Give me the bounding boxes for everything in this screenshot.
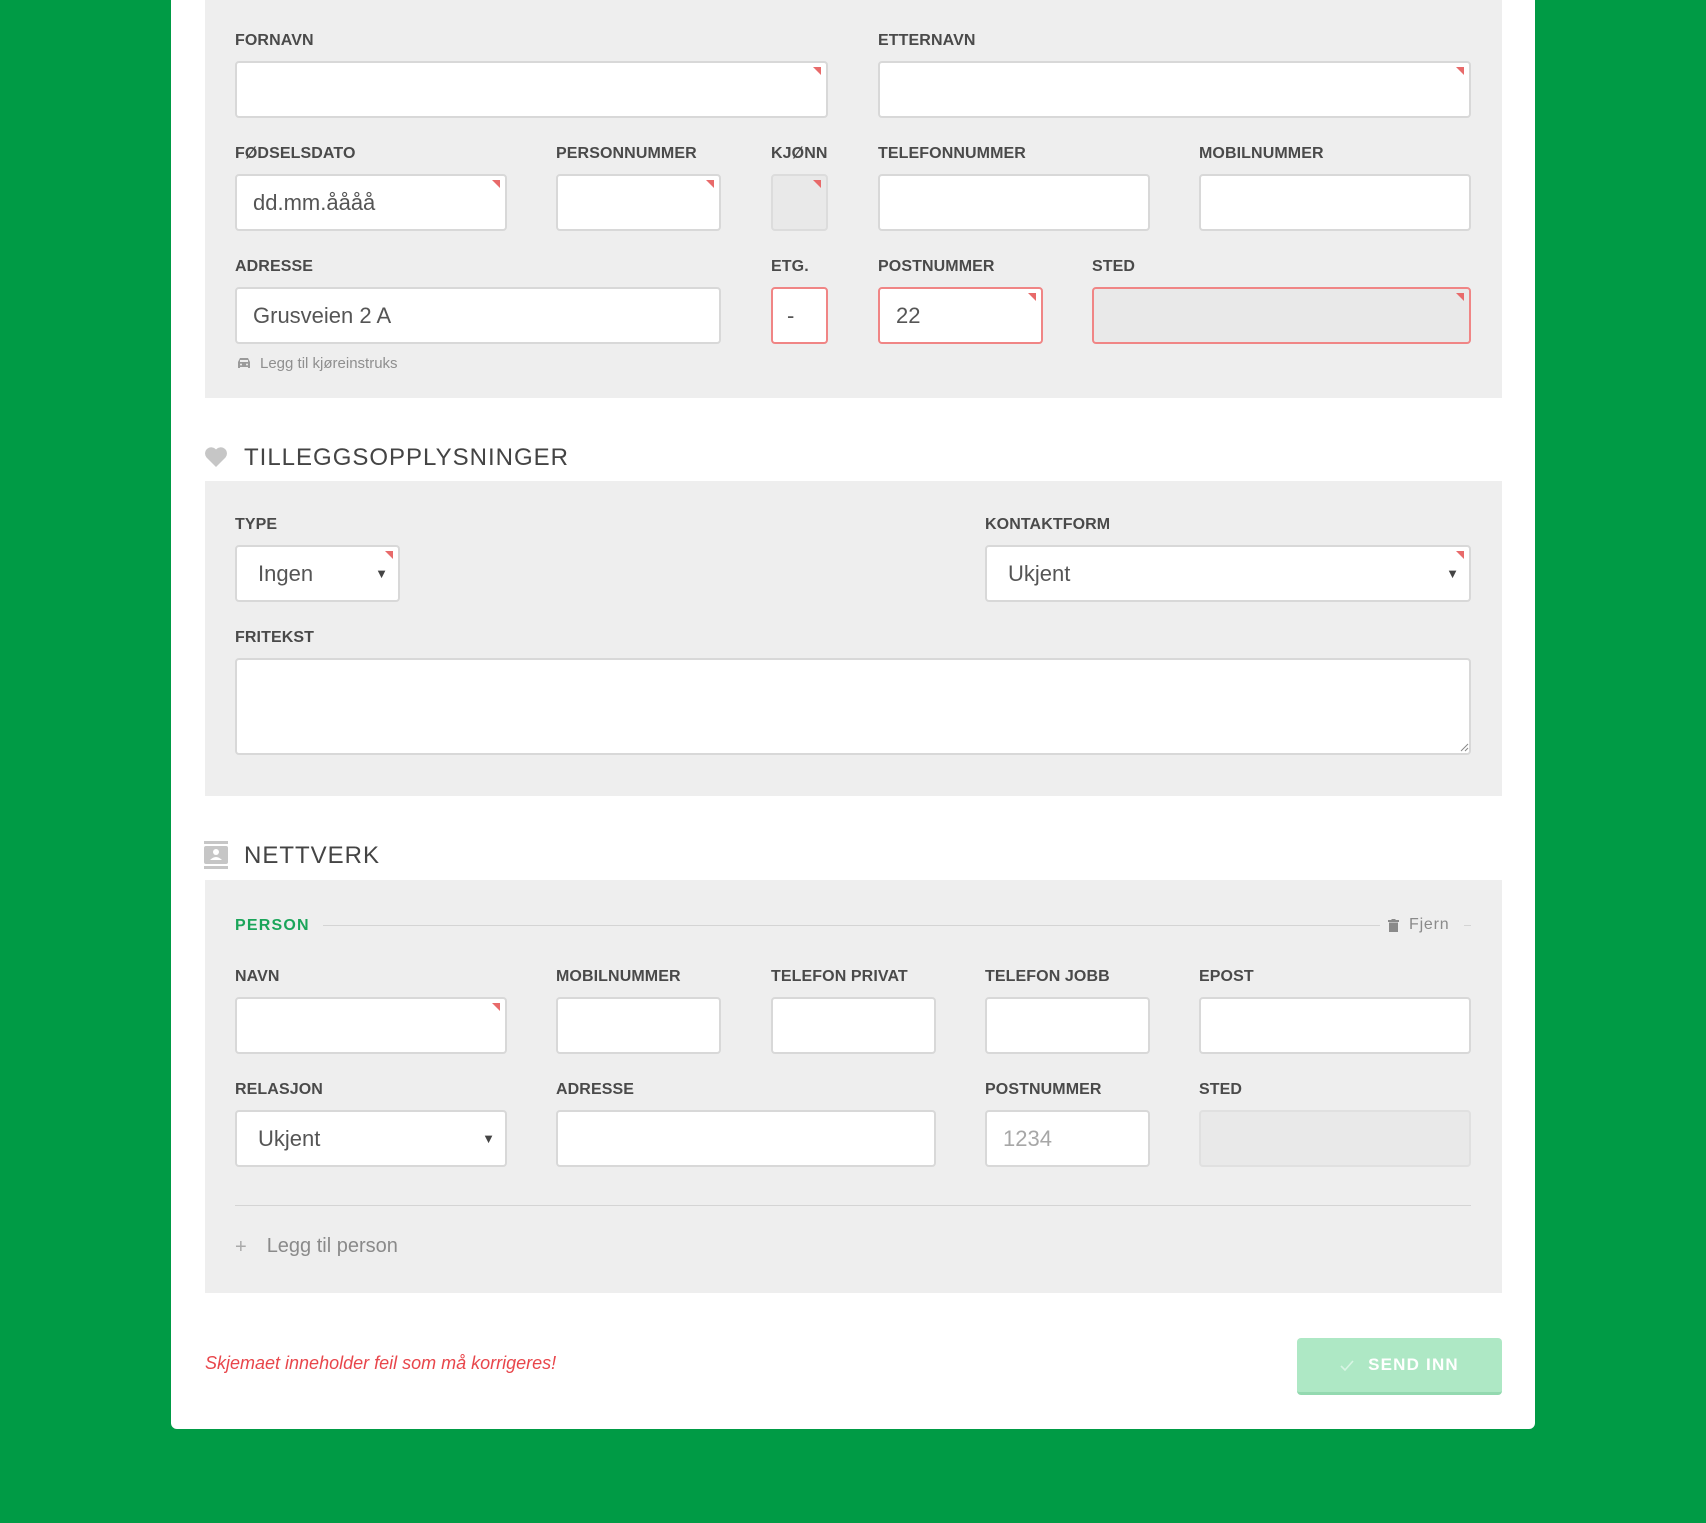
- fodselsdato-input[interactable]: dd.mm.åååå: [235, 174, 507, 231]
- resize-handle-icon[interactable]: [1460, 743, 1469, 752]
- fornavn-label: FORNAVN: [235, 32, 314, 49]
- navn-label: NAVN: [235, 968, 280, 985]
- mobilnummer-input[interactable]: [1199, 174, 1471, 231]
- person-divider-end: [1464, 925, 1471, 926]
- telefon-jobb-input[interactable]: [985, 997, 1150, 1054]
- send-inn-label: SEND INN: [1368, 1355, 1459, 1374]
- tilleggsopplysninger-title: TILLEGGSOPPLYSNINGER: [244, 444, 569, 471]
- network-postnummer-input[interactable]: 1234: [985, 1110, 1150, 1167]
- kontaktform-select[interactable]: [985, 545, 1471, 602]
- network-adresse-input[interactable]: [556, 1110, 936, 1167]
- remove-person-button[interactable]: [1388, 916, 1449, 934]
- type-label: TYPE: [235, 516, 278, 533]
- contact-card-icon: [204, 841, 228, 869]
- etternavn-label: ETTERNAVN: [878, 32, 976, 49]
- postnummer-label: POSTNUMMER: [878, 258, 995, 275]
- network-sted-input: [1199, 1110, 1471, 1167]
- remove-person-label: Fjern: [1409, 916, 1450, 933]
- form-error-message: Skjemaet inneholder feil som må korrigeres!: [205, 1353, 557, 1373]
- relasjon-select[interactable]: [235, 1110, 507, 1167]
- add-person-button[interactable]: [235, 1235, 398, 1258]
- plus-icon: +: [235, 1235, 247, 1258]
- network-mobilnummer-label: MOBILNUMMER: [556, 968, 681, 985]
- relasjon-label: RELASJON: [235, 1081, 323, 1098]
- adresse-label: ADRESSE: [235, 258, 314, 275]
- etg-input[interactable]: -: [771, 287, 828, 344]
- etternavn-input[interactable]: [878, 61, 1471, 118]
- chevron-down-icon: ▼: [1446, 566, 1459, 581]
- telefon-privat-input[interactable]: [771, 997, 936, 1054]
- kontaktform-label: KONTAKTFORM: [985, 516, 1111, 533]
- adresse-input[interactable]: Grusveien 2 A: [235, 287, 721, 344]
- network-postnummer-label: POSTNUMMER: [985, 1081, 1102, 1098]
- personnummer-label: PERSONNUMMER: [556, 145, 697, 162]
- send-inn-button[interactable]: [1297, 1338, 1502, 1395]
- fritekst-textarea[interactable]: [235, 658, 1471, 755]
- network-mobilnummer-input[interactable]: [556, 997, 721, 1054]
- add-person-label: Legg til person: [266, 1235, 398, 1257]
- check-icon: [1340, 1360, 1354, 1371]
- network-sted-label: STED: [1199, 1081, 1243, 1098]
- nettverk-title: NETTVERK: [244, 842, 381, 869]
- fornavn-input[interactable]: [235, 61, 828, 118]
- nettverk-panel: [205, 880, 1502, 1293]
- person-heading: PERSON: [235, 917, 310, 934]
- car-icon: [237, 357, 251, 369]
- telefonnummer-input[interactable]: [878, 174, 1150, 231]
- person-divider: [323, 925, 1380, 926]
- telefonnummer-label: TELEFONNUMMER: [878, 145, 1026, 162]
- mobilnummer-label: MOBILNUMMER: [1199, 145, 1324, 162]
- add-person-divider: [235, 1205, 1471, 1206]
- telefon-privat-label: TELEFON PRIVAT: [771, 968, 908, 985]
- type-select[interactable]: [235, 545, 400, 602]
- kontaktform-select-value: Ukjent: [1008, 561, 1071, 586]
- epost-input[interactable]: [1199, 997, 1471, 1054]
- sted-label: STED: [1092, 258, 1136, 275]
- relasjon-select-value: Ukjent: [258, 1126, 321, 1151]
- add-directions-label: Legg til kjøreinstruks: [260, 354, 398, 372]
- sted-input: [1092, 287, 1471, 344]
- telefon-jobb-label: TELEFON JOBB: [985, 968, 1110, 985]
- chevron-down-icon: ▼: [482, 1131, 495, 1146]
- add-directions-link[interactable]: [237, 354, 398, 372]
- personnummer-input[interactable]: [556, 174, 721, 231]
- fodselsdato-label: FØDSELSDATO: [235, 145, 356, 162]
- type-select-value: Ingen: [258, 561, 314, 586]
- trash-icon: [1388, 919, 1399, 932]
- etg-label: ETG.: [771, 258, 809, 275]
- chevron-down-icon: ▼: [375, 566, 388, 581]
- network-adresse-label: ADRESSE: [556, 1081, 635, 1098]
- kjonn-select[interactable]: [771, 174, 828, 231]
- epost-label: EPOST: [1199, 968, 1254, 985]
- fritekst-label: FRITEKST: [235, 629, 315, 646]
- postnummer-input[interactable]: 22: [878, 287, 1043, 344]
- kjonn-label: KJØNN: [771, 145, 828, 162]
- heart-icon: [204, 446, 228, 468]
- navn-input[interactable]: [235, 997, 507, 1054]
